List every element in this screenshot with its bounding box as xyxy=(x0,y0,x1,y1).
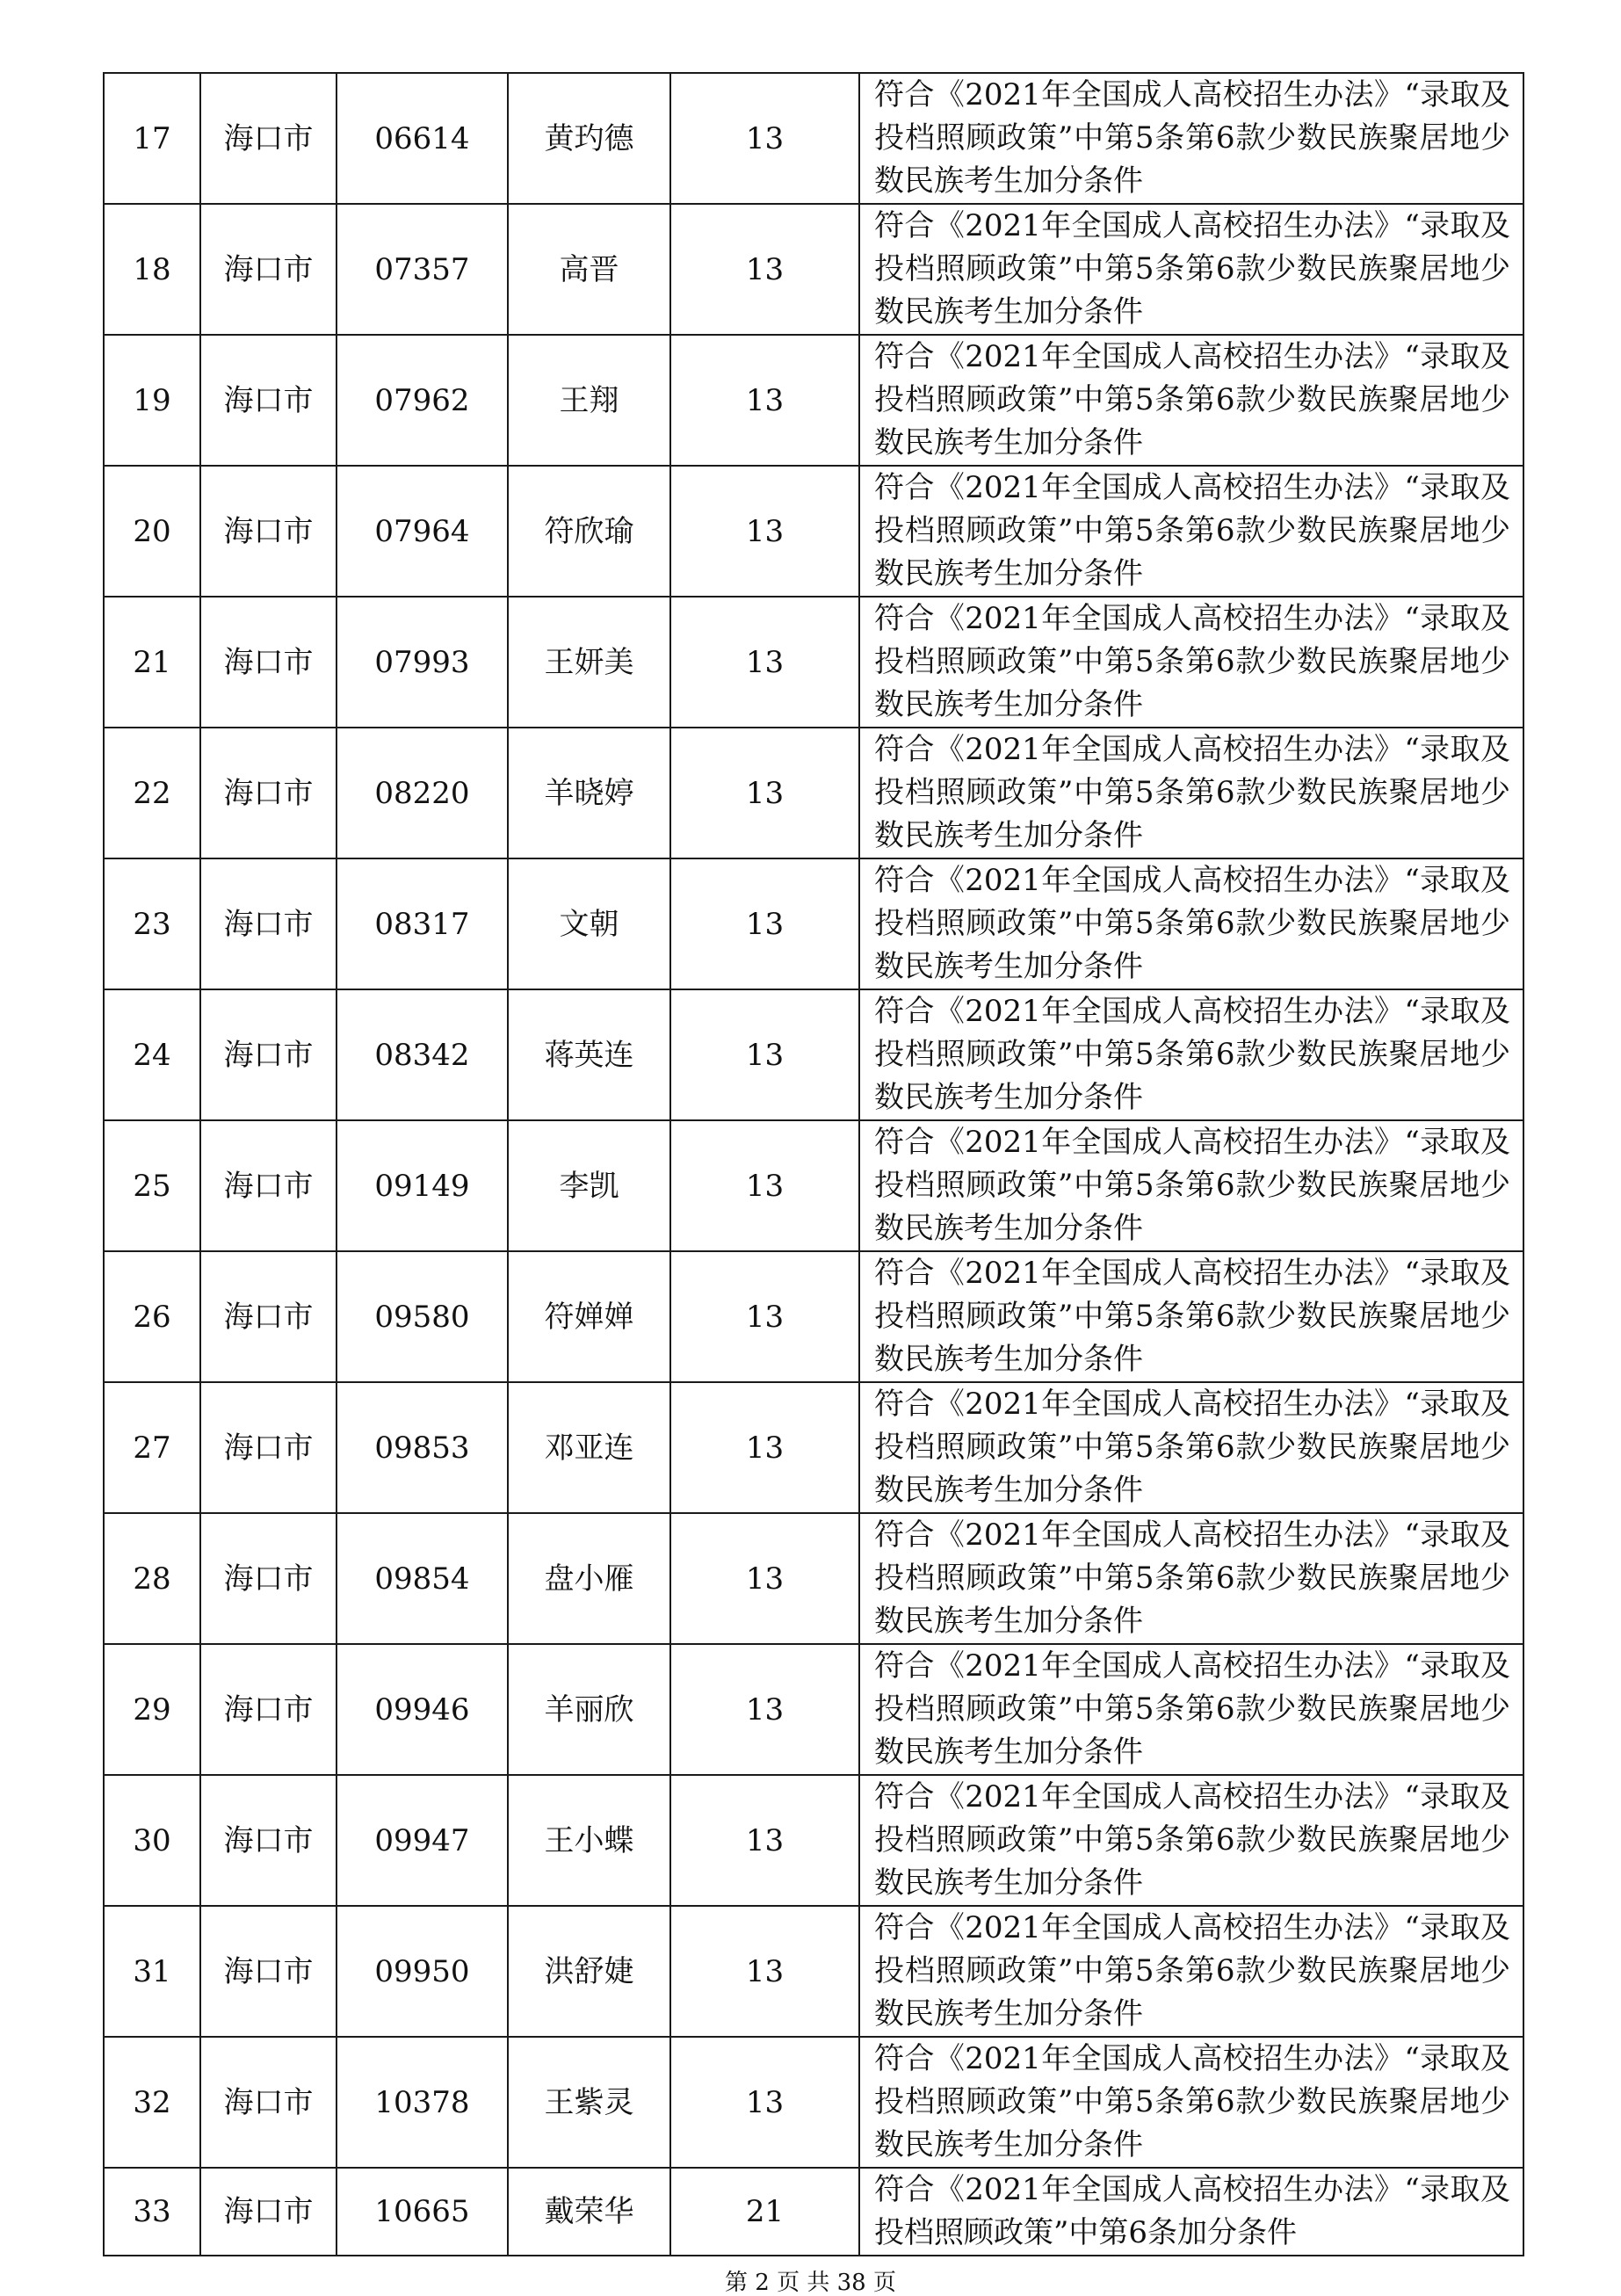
cell-city: 海口市 xyxy=(200,728,337,858)
cell-score: 13 xyxy=(670,1382,859,1513)
cell-exam-id: 07993 xyxy=(337,597,508,728)
cell-basis: 符合《2021年全国成人高校招生办法》“录取及投档照顾政策”中第5条第6款少数民族聚居地少数民族考生加分条件 xyxy=(859,1120,1523,1251)
page-footer: 第 2 页 共 38 页 xyxy=(725,2270,896,2296)
cell-name: 羊晓婷 xyxy=(508,728,670,858)
cell-city: 海口市 xyxy=(200,1120,337,1251)
cell-exam-id: 07964 xyxy=(337,466,508,597)
cell-city: 海口市 xyxy=(200,597,337,728)
cell-exam-id: 09854 xyxy=(337,1513,508,1644)
table-body xyxy=(104,73,1523,2256)
cell-city: 海口市 xyxy=(200,1906,337,2037)
cell-score: 13 xyxy=(670,466,859,597)
cell-name: 蒋英连 xyxy=(508,989,670,1120)
cell-name: 李凯 xyxy=(508,1120,670,1251)
cell-no: 20 xyxy=(104,466,200,597)
cell-city: 海口市 xyxy=(200,989,337,1120)
cell-basis: 符合《2021年全国成人高校招生办法》“录取及投档照顾政策”中第5条第6款少数民族聚居地少数民族考生加分条件 xyxy=(859,728,1523,858)
cell-exam-id: 10665 xyxy=(337,2168,508,2256)
cell-name: 戴荣华 xyxy=(508,2168,670,2256)
cell-exam-id: 09580 xyxy=(337,1251,508,1382)
cell-exam-id: 08342 xyxy=(337,989,508,1120)
table-row xyxy=(104,2168,1523,2256)
table-row xyxy=(104,1906,1523,2037)
table-row xyxy=(104,204,1523,335)
table-row xyxy=(104,1513,1523,1644)
cell-city: 海口市 xyxy=(200,858,337,989)
cell-name: 高晋 xyxy=(508,204,670,335)
cell-basis: 符合《2021年全国成人高校招生办法》“录取及投档照顾政策”中第6条加分条件 xyxy=(859,2168,1523,2256)
cell-basis: 符合《2021年全国成人高校招生办法》“录取及投档照顾政策”中第5条第6款少数民族聚居地少数民族考生加分条件 xyxy=(859,73,1523,204)
cell-score: 13 xyxy=(670,597,859,728)
cell-score: 13 xyxy=(670,1906,859,2037)
cell-no: 19 xyxy=(104,335,200,466)
cell-no: 29 xyxy=(104,1644,200,1775)
cell-exam-id: 09946 xyxy=(337,1644,508,1775)
cell-city: 海口市 xyxy=(200,1513,337,1644)
cell-city: 海口市 xyxy=(200,2037,337,2168)
cell-name: 羊丽欣 xyxy=(508,1644,670,1775)
cell-basis: 符合《2021年全国成人高校招生办法》“录取及投档照顾政策”中第5条第6款少数民族聚居地少数民族考生加分条件 xyxy=(859,1906,1523,2037)
cell-exam-id: 09950 xyxy=(337,1906,508,2037)
cell-exam-id: 08317 xyxy=(337,858,508,989)
cell-basis: 符合《2021年全国成人高校招生办法》“录取及投档照顾政策”中第5条第6款少数民族聚居地少数民族考生加分条件 xyxy=(859,335,1523,466)
cell-score: 13 xyxy=(670,858,859,989)
cell-score: 13 xyxy=(670,1251,859,1382)
cell-exam-id: 09853 xyxy=(337,1382,508,1513)
cell-name: 文朝 xyxy=(508,858,670,989)
table-row xyxy=(104,728,1523,858)
cell-score: 13 xyxy=(670,1513,859,1644)
cell-exam-id: 06614 xyxy=(337,73,508,204)
cell-name: 王妍美 xyxy=(508,597,670,728)
cell-exam-id: 07357 xyxy=(337,204,508,335)
cell-exam-id: 07962 xyxy=(337,335,508,466)
cell-score: 13 xyxy=(670,204,859,335)
cell-city: 海口市 xyxy=(200,1775,337,1906)
cell-no: 27 xyxy=(104,1382,200,1513)
cell-exam-id: 10378 xyxy=(337,2037,508,2168)
cell-basis: 符合《2021年全国成人高校招生办法》“录取及投档照顾政策”中第5条第6款少数民族聚居地少数民族考生加分条件 xyxy=(859,989,1523,1120)
cell-name: 盘小雁 xyxy=(508,1513,670,1644)
cell-basis: 符合《2021年全国成人高校招生办法》“录取及投档照顾政策”中第5条第6款少数民族聚居地少数民族考生加分条件 xyxy=(859,204,1523,335)
cell-score: 13 xyxy=(670,989,859,1120)
cell-basis: 符合《2021年全国成人高校招生办法》“录取及投档照顾政策”中第5条第6款少数民族聚居地少数民族考生加分条件 xyxy=(859,1775,1523,1906)
cell-city: 海口市 xyxy=(200,335,337,466)
cell-city: 海口市 xyxy=(200,1251,337,1382)
cell-no: 28 xyxy=(104,1513,200,1644)
cell-basis: 符合《2021年全国成人高校招生办法》“录取及投档照顾政策”中第5条第6款少数民族聚居地少数民族考生加分条件 xyxy=(859,2037,1523,2168)
cell-no: 26 xyxy=(104,1251,200,1382)
cell-score: 13 xyxy=(670,1775,859,1906)
cell-no: 30 xyxy=(104,1775,200,1906)
table-row xyxy=(104,2037,1523,2168)
cell-no: 23 xyxy=(104,858,200,989)
table-row xyxy=(104,1120,1523,1251)
table-row xyxy=(104,597,1523,728)
cell-city: 海口市 xyxy=(200,1382,337,1513)
table-row xyxy=(104,73,1523,204)
cell-exam-id: 09947 xyxy=(337,1775,508,1906)
cell-name: 邓亚连 xyxy=(508,1382,670,1513)
cell-no: 25 xyxy=(104,1120,200,1251)
cell-name: 符欣瑜 xyxy=(508,466,670,597)
cell-no: 18 xyxy=(104,204,200,335)
table-row xyxy=(104,1251,1523,1382)
cell-basis: 符合《2021年全国成人高校招生办法》“录取及投档照顾政策”中第5条第6款少数民族聚居地少数民族考生加分条件 xyxy=(859,1382,1523,1513)
cell-no: 32 xyxy=(104,2037,200,2168)
cell-score: 13 xyxy=(670,335,859,466)
table-row xyxy=(104,1775,1523,1906)
table-row xyxy=(104,466,1523,597)
cell-basis: 符合《2021年全国成人高校招生办法》“录取及投档照顾政策”中第5条第6款少数民族聚居地少数民族考生加分条件 xyxy=(859,1251,1523,1382)
cell-city: 海口市 xyxy=(200,2168,337,2256)
table-row xyxy=(104,1382,1523,1513)
bonus-points-table xyxy=(103,72,1524,2256)
cell-no: 22 xyxy=(104,728,200,858)
cell-no: 31 xyxy=(104,1906,200,2037)
cell-no: 33 xyxy=(104,2168,200,2256)
cell-name: 洪舒婕 xyxy=(508,1906,670,2037)
cell-score: 13 xyxy=(670,1644,859,1775)
cell-exam-id: 08220 xyxy=(337,728,508,858)
cell-basis: 符合《2021年全国成人高校招生办法》“录取及投档照顾政策”中第5条第6款少数民族聚居地少数民族考生加分条件 xyxy=(859,858,1523,989)
table-row xyxy=(104,335,1523,466)
cell-no: 24 xyxy=(104,989,200,1120)
cell-no: 17 xyxy=(104,73,200,204)
cell-name: 王小蝶 xyxy=(508,1775,670,1906)
cell-score: 21 xyxy=(670,2168,859,2256)
table-row xyxy=(104,1644,1523,1775)
cell-name: 王紫灵 xyxy=(508,2037,670,2168)
cell-basis: 符合《2021年全国成人高校招生办法》“录取及投档照顾政策”中第5条第6款少数民族聚居地少数民族考生加分条件 xyxy=(859,1513,1523,1644)
cell-basis: 符合《2021年全国成人高校招生办法》“录取及投档照顾政策”中第5条第6款少数民族聚居地少数民族考生加分条件 xyxy=(859,1644,1523,1775)
cell-city: 海口市 xyxy=(200,73,337,204)
cell-city: 海口市 xyxy=(200,1644,337,1775)
cell-no: 21 xyxy=(104,597,200,728)
cell-city: 海口市 xyxy=(200,466,337,597)
cell-basis: 符合《2021年全国成人高校招生办法》“录取及投档照顾政策”中第5条第6款少数民族聚居地少数民族考生加分条件 xyxy=(859,466,1523,597)
cell-score: 13 xyxy=(670,728,859,858)
cell-name: 黄玓德 xyxy=(508,73,670,204)
cell-name: 符婵婵 xyxy=(508,1251,670,1382)
cell-score: 13 xyxy=(670,1120,859,1251)
cell-basis: 符合《2021年全国成人高校招生办法》“录取及投档照顾政策”中第5条第6款少数民族聚居地少数民族考生加分条件 xyxy=(859,597,1523,728)
cell-city: 海口市 xyxy=(200,204,337,335)
cell-exam-id: 09149 xyxy=(337,1120,508,1251)
table-row xyxy=(104,858,1523,989)
table-row xyxy=(104,989,1523,1120)
cell-score: 13 xyxy=(670,2037,859,2168)
cell-name: 王翔 xyxy=(508,335,670,466)
cell-score: 13 xyxy=(670,73,859,204)
